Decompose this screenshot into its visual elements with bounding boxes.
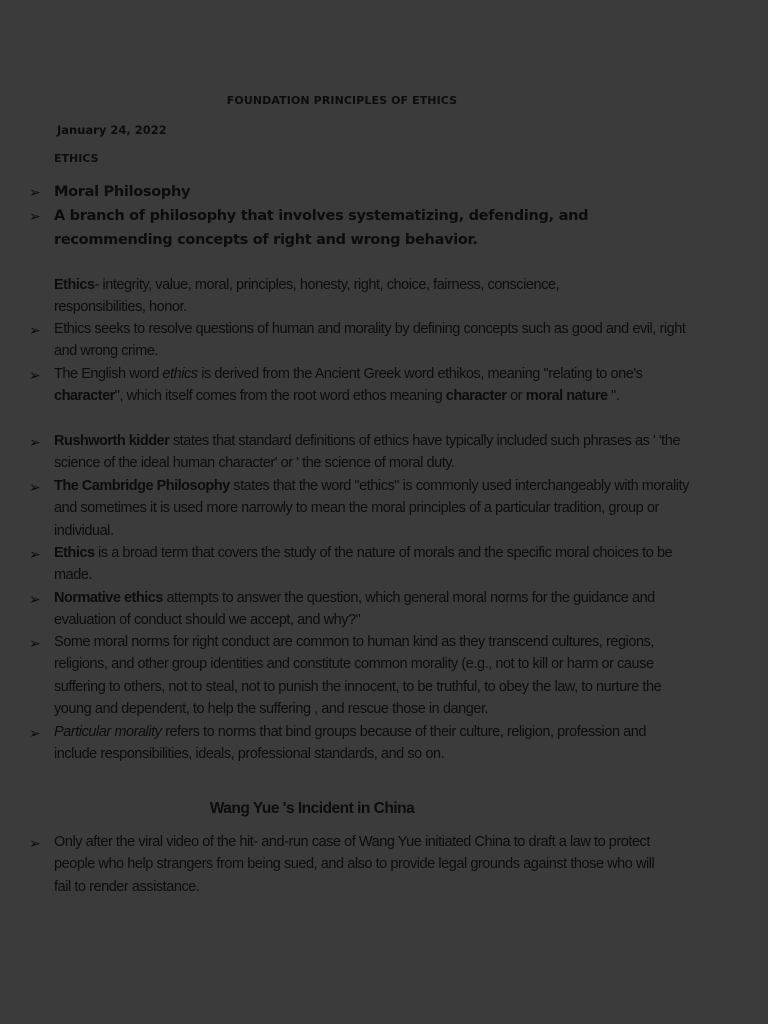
bullet-common-morality: Some moral norms for right conduct are common to human kind as they transcend cultures, regions, religions, and other group identities and constitute common morality (e.g., not to kill or harm or cause suffering to others, not to steal, not to punish the innocent, to be truthful, to obey the law, to nurture the young and dependent, to help the suffering , and rescue those in danger. [54,634,662,717]
bullet-arrow-icon: ➢ [29,434,41,450]
bullet-arrow-icon: ➢ [29,546,41,562]
bullet-normative-ethics [54,587,679,632]
ethics-definition-text: - integrity, value, moral, principles, honesty, right, choice, fairness, conscience, responsibilities, honor. [54,277,560,316]
kidder-name: Rushworth kidder [54,433,170,449]
english-or: or [506,388,526,405]
bullet-cambridge-philosophy [54,475,694,542]
english-character: character [54,388,115,405]
broad-term: Ethics [54,545,95,561]
ethics-definition [54,274,654,319]
broad-text: is a broad term that covers the study of the nature of morals and the specific moral choices to be made. [54,545,673,584]
bullet-arrow-icon: ➢ [29,725,41,741]
bullet-particular-morality [54,721,679,766]
bullet-arrow-icon: ➢ [29,835,41,851]
english-character-2: character [445,388,507,405]
bullet-rushworth-kidder [54,430,694,475]
bullet-arrow-icon: ➢ [29,367,41,383]
bullet-arrow-icon: ➢ [29,208,41,224]
kidder-text: states that standard definitions of ethics have typically included such phrases as ' 'the science of the ideal human character' or ' the science of moral duty. [54,433,680,472]
bullet-branch-of-philosophy: A branch of philosophy that involves systematizing, defending, and recommending concepts of right and wrong behavior. [54,208,589,248]
bullet-moral-philosophy: Moral Philosophy [54,184,191,200]
document-title: FOUNDATION PRINCIPLES OF ETHICS [226,94,458,107]
particular-term: Particular morality [54,724,162,740]
wang-yue-heading: Wang Yue 's Incident in China [209,800,415,817]
bullet-english-word [54,363,674,408]
bullet-arrow-icon: ➢ [29,184,41,200]
bullet-arrow-icon: ➢ [29,322,41,338]
cambridge-name: The Cambridge Philosophy [54,478,230,494]
bullet-arrow-icon: ➢ [29,635,41,651]
bullet-resolve-questions: Ethics seeks to resolve questions of human and morality by defining concepts such as good and evil, right and wrong crime. [54,321,686,360]
english-moral-nature: moral nature [525,388,608,405]
document-date: January 24, 2022 [57,123,167,137]
english-text-1: The English word [54,366,163,382]
english-text-2: is derived from the Ancient Greek word ethikos, meaning "relating to one's [197,366,643,382]
bullet-broad-term [54,542,704,587]
bullet-wang-yue-incident: Only after the viral video of the hit- and-run case of Wang Yue initiated China to draft a law to protect people who help strangers from being sued, and also to provide legal grounds against those who will fail to render assistance. [54,834,655,895]
ethics-term: Ethics [54,277,95,293]
cambridge-text: states that the word "ethics" is commonly used interchangeably with morality and sometimes it is used more narrowly to mean the moral principles of a particular tradition, group or individual. [54,478,689,539]
english-text-4: ". [607,388,620,405]
english-word-ethics: ethics [162,366,198,382]
particular-text: refers to norms that bind groups because of their culture, religion, profession and include responsibilities, ideals, professional standards, and so on. [54,724,646,763]
section-heading: ETHICS [54,152,99,165]
normative-term: Normative ethics [54,590,163,606]
bullet-arrow-icon: ➢ [29,479,41,495]
normative-text: attempts to answer the question, which general moral norms for the guidance and evaluation of conduct should we accept, and why?" [54,590,655,629]
english-text-3: ", which itself comes from the root word ethos meaning [114,388,446,405]
bullet-arrow-icon: ➢ [29,591,41,607]
